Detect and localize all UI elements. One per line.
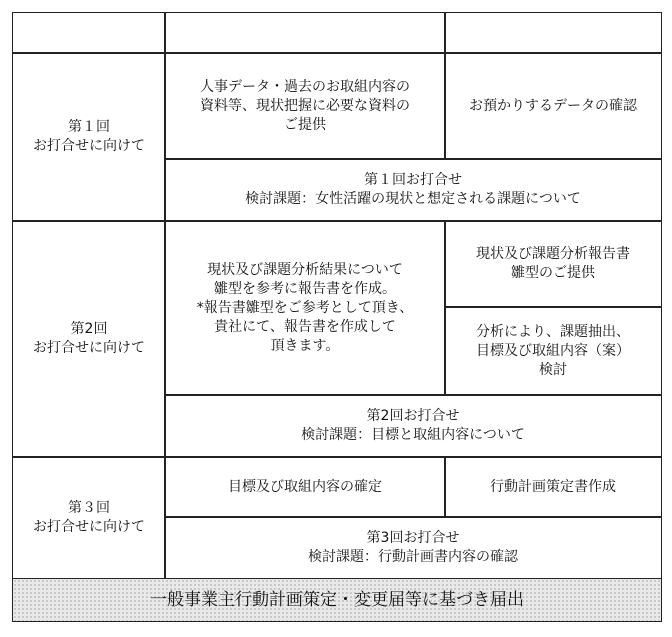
- footer-banner: 一般事業主行動計画策定・変更届等に基づき届出: [12, 578, 662, 622]
- header-col2: [164, 12, 446, 54]
- row2-label: 第2回 お打合せに向けて: [12, 220, 166, 458]
- row1-meeting: 第１回お打合せ 検討課題：女性活躍の現状と想定される課題について: [164, 158, 662, 222]
- row2-firm-task-1: 現状及び課題分析報告書 雛型のご提供: [444, 220, 662, 308]
- row2-client-task: 現状及び課題分析結果について 雛型を参考に報告書を作成。 *報告書雛型をご参考として頂き、 貴社にて、報告書を作成して 頂きます。: [164, 220, 446, 396]
- row1-client-task: 人事データ・過去のお取組内容の 資料等、現状把握に必要な資料の ご提供: [164, 52, 446, 160]
- row1-firm-task: お預かりするデータの確認: [444, 52, 662, 160]
- row3-firm-task: 行動計画策定書作成: [444, 456, 662, 518]
- header-col3: [444, 12, 662, 54]
- row2-firm-task-2: 分析により、課題抽出、 目標及び取組内容（案） 検討: [444, 306, 662, 396]
- row2-meeting: 第2回お打合せ 検討課題：目標と取組内容について: [164, 394, 662, 458]
- row3-meeting: 第3回お打合せ 検討課題：行動計画書内容の確認: [164, 516, 662, 580]
- row3-client-task: 目標及び取組内容の確定: [164, 456, 446, 518]
- row1-label: 第１回 お打合せに向けて: [12, 52, 166, 222]
- header-col1: [12, 12, 166, 54]
- row3-label: 第３回 お打合せに向けて: [12, 456, 166, 580]
